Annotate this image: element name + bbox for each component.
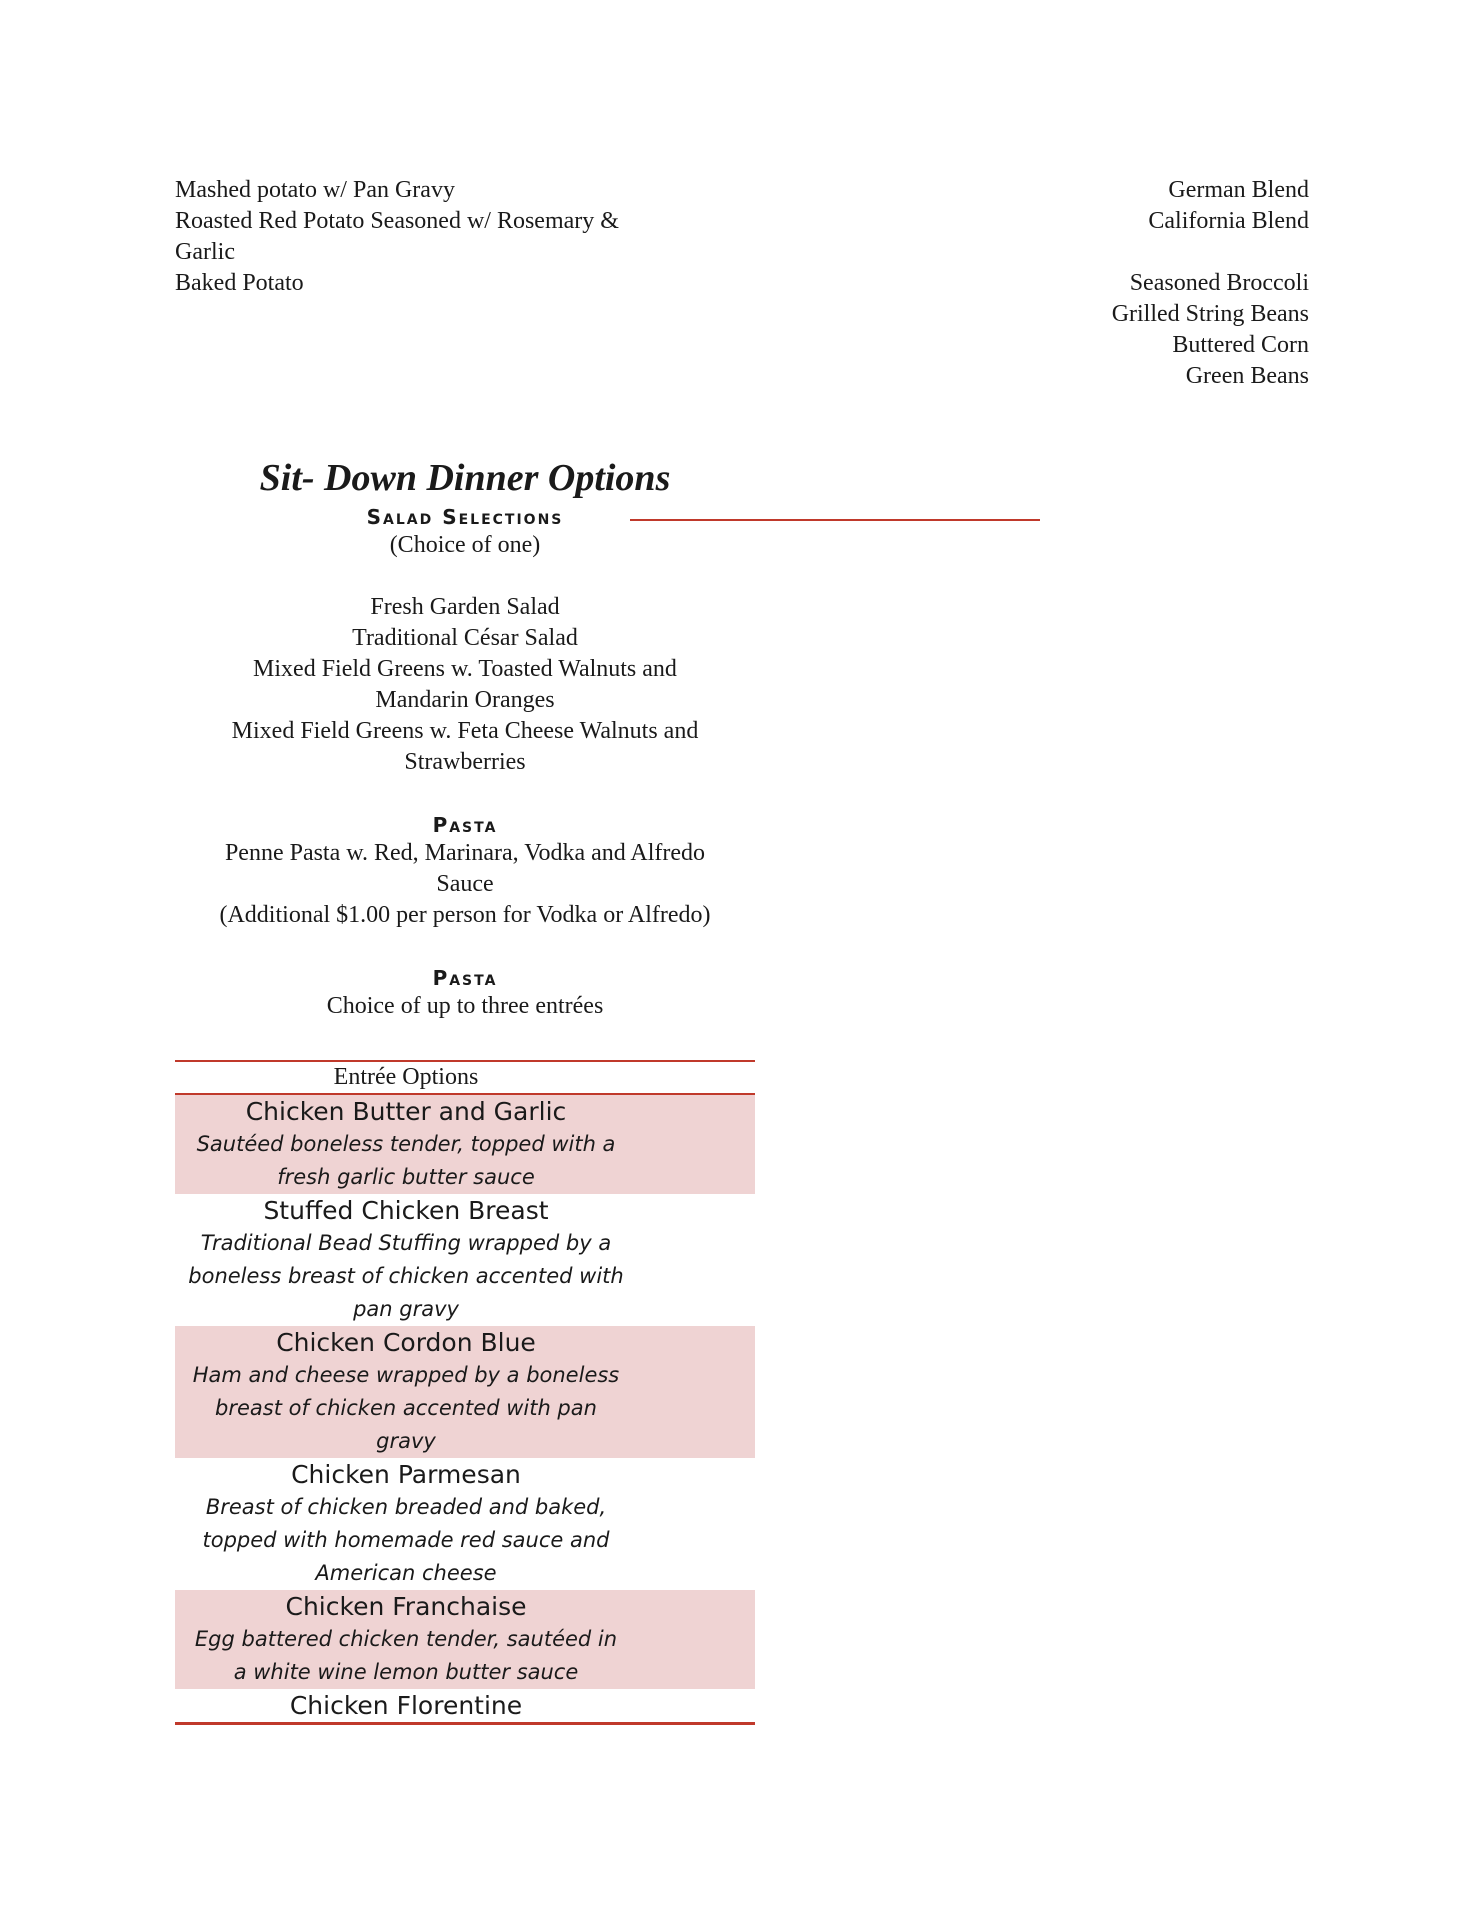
salad-item: Mixed Field Greens w. Toasted Walnuts and	[253, 656, 677, 682]
spacer	[175, 561, 755, 592]
entree-desc: Breast of chicken breaded and baked,	[205, 1495, 607, 1519]
entree-desc: boneless breast of chicken accented with	[188, 1264, 624, 1288]
salad-item: Fresh Garden Salad	[370, 594, 560, 620]
entree-row	[175, 1326, 755, 1458]
pasta-heading: Pasta	[432, 966, 498, 990]
entree-row	[175, 1590, 755, 1689]
divider-line	[630, 519, 1040, 521]
pasta-section-2	[175, 965, 755, 1022]
salad-section	[175, 504, 755, 778]
starch-list	[175, 175, 735, 299]
salad-item: Mixed Field Greens w. Feta Cheese Walnuts and	[231, 718, 699, 744]
salad-item: Mandarin Oranges	[375, 687, 555, 713]
starch-item: Roasted Red Potato Seasoned w/ Rosemary &	[175, 208, 619, 234]
pasta-section	[175, 812, 755, 931]
entree-desc: Traditional Bead Stuffing wrapped by a	[200, 1231, 612, 1255]
salad-item: Strawberries	[404, 749, 526, 775]
pasta-line: Choice of up to three entrées	[326, 993, 604, 1019]
vegetable-item: Green Beans	[1185, 363, 1309, 389]
salad-item: Traditional César Salad	[352, 625, 578, 651]
salad-subheading: (Choice of one)	[389, 532, 541, 558]
vegetable-list	[889, 175, 1309, 392]
pasta-line: Penne Pasta w. Red, Marinara, Vodka and Alfredo	[224, 840, 706, 866]
entree-name: Chicken Butter and Garlic	[245, 1097, 567, 1126]
entree-row	[175, 1689, 755, 1725]
vegetable-item: California Blend	[1148, 208, 1309, 234]
entree-desc: a white wine lemon butter sauce	[233, 1660, 579, 1684]
vegetable-item: German Blend	[1168, 177, 1309, 203]
entree-name: Chicken Florentine	[289, 1691, 523, 1720]
entree-desc: Sautéed boneless tender, topped with a	[196, 1132, 616, 1156]
entree-table	[175, 1060, 755, 1725]
entree-desc: Ham and cheese wrapped by a boneless	[192, 1363, 620, 1387]
entree-desc: pan gravy	[353, 1297, 459, 1321]
vegetable-item: Buttered Corn	[1172, 332, 1309, 358]
starch-item: Mashed potato w/ Pan Gravy	[175, 177, 455, 203]
vegetable-item: Grilled String Beans	[1111, 301, 1309, 327]
entree-desc: fresh garlic butter sauce	[277, 1165, 535, 1189]
starch-item: Baked Potato	[175, 270, 304, 296]
entree-desc: topped with homemade red sauce and	[202, 1528, 610, 1552]
entree-name: Chicken Franchaise	[285, 1592, 527, 1621]
entree-row	[175, 1194, 755, 1326]
entree-desc: gravy	[376, 1429, 436, 1453]
page-title: Sit- Down Dinner Options	[259, 457, 671, 499]
pasta-heading: Pasta	[432, 813, 498, 837]
entree-name: Stuffed Chicken Breast	[263, 1196, 549, 1225]
pasta-line: Sauce	[436, 871, 494, 897]
vegetable-item: Seasoned Broccoli	[1129, 270, 1309, 296]
entree-name: Chicken Cordon Blue	[276, 1328, 536, 1357]
pasta-line: (Additional $1.00 per person for Vodka or Alfredo)	[219, 902, 711, 928]
entree-desc: Egg battered chicken tender, sautéed in	[194, 1627, 618, 1651]
entree-row	[175, 1095, 755, 1194]
spacer	[889, 237, 1309, 268]
entree-header: Entrée Options	[175, 1060, 755, 1095]
salad-heading: Salad Selections	[366, 505, 564, 529]
entree-name: Chicken Parmesan	[291, 1460, 521, 1489]
entree-desc: American cheese	[315, 1561, 497, 1585]
entree-desc: breast of chicken accented with pan	[215, 1396, 597, 1420]
starch-item: Garlic	[175, 239, 235, 265]
entree-row	[175, 1458, 755, 1590]
